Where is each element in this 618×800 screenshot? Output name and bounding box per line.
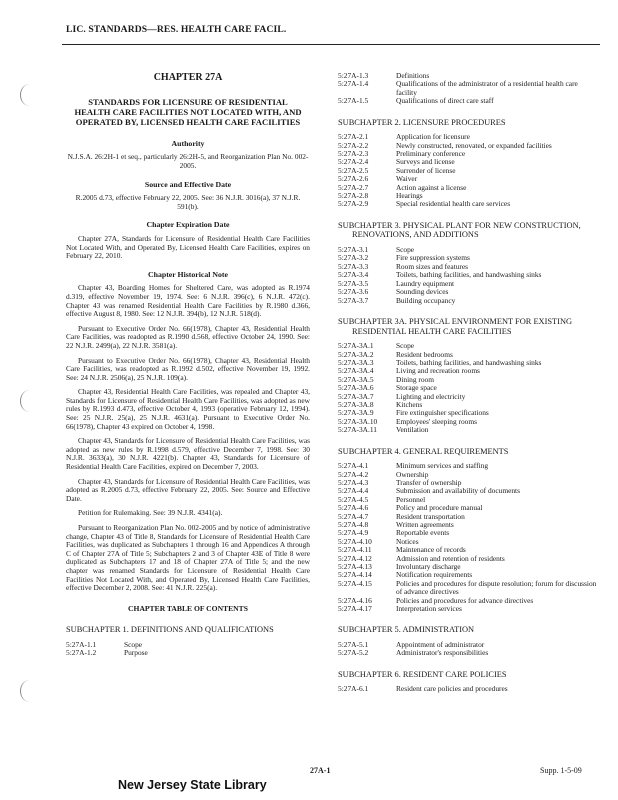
left-column — [66, 66, 310, 658]
source-text: R.2005 d.73, effective February 22, 2005. See: 36 N.J.R. 3016(a), 37 N.J.R. 591(b). — [75, 193, 301, 211]
section-number: 5:27A-2.6 — [338, 174, 369, 184]
section-title: Resident care policies and procedures — [396, 684, 508, 694]
section-number: 5:27A-2.8 — [338, 191, 369, 201]
subchapter-heading: SUBCHAPTER 6. RESIDENT CARE POLICIES — [338, 669, 507, 679]
toc-entry — [338, 504, 600, 512]
section-number: 5:27A-3A.9 — [338, 408, 374, 418]
section-title: Admission and retention of residents — [396, 553, 505, 563]
section-number: 5:27A-3A.4 — [338, 366, 374, 376]
toc-table — [338, 72, 600, 106]
section-title: Involuntary discharge — [396, 562, 461, 572]
section-number: 5:27A-4.9 — [338, 528, 369, 538]
history-paragraph: Chapter 43, Boarding Homes for Sheltered Care, was adopted as R.1974 d.319, effective November 19, 1974. See: 6 N.J.R. 396(c), 6 N.J.R. 472(c). Chapter 43 was renamed Residential Health Care Facilities by R.1980 d.366, effective August 8, 1980. See: 12 N.J.R. 394(b), 12 N.J.R. 518(d). — [66, 283, 310, 319]
section-number: 5:27A-3A.3 — [338, 357, 374, 367]
section-title: Ownership — [396, 469, 429, 479]
toc-entry — [338, 80, 600, 97]
section-number: 5:27A-2.1 — [338, 132, 369, 142]
section-title: Toilets, bathing facilities, and handwashing sinks — [396, 270, 542, 280]
section-title: Laundry equipment — [396, 278, 455, 288]
section-title: Storage space — [396, 383, 437, 393]
source-heading: Source and Effective Date — [144, 179, 232, 189]
subchapter-heading: SUBCHAPTER 1. DEFINITIONS AND QUALIFICATIONS — [66, 625, 274, 635]
toc-entry — [338, 487, 600, 495]
section-number: 5:27A-3.3 — [338, 261, 369, 271]
section-title: Preliminary conference — [396, 149, 466, 159]
section-title: Scope — [396, 341, 415, 351]
section-number: 5:27A-4.7 — [338, 511, 369, 521]
toc-entry — [338, 538, 600, 546]
section-title: Administrator's responsibilities — [396, 648, 489, 658]
section-number: 5:27A-6.1 — [338, 684, 369, 694]
subchapter-heading: SUBCHAPTER 3A. PHYSICAL ENVIRONMENT FOR EXISTING RESIDENTIAL HEALTH CARE FACILITIES — [338, 316, 573, 336]
section-number: 5:27A-3A.5 — [338, 374, 374, 384]
toc-entry — [66, 649, 148, 657]
section-title: Newly constructed, renovated, or expanded facilities — [396, 140, 552, 150]
section-number: 5:27A-3A.1 — [338, 341, 374, 351]
section-title: Dining room — [396, 374, 434, 384]
section-title: Employees' sleeping rooms — [396, 416, 477, 426]
section-title: Personnel — [396, 494, 426, 504]
toc-entry — [338, 597, 600, 605]
section-number: 5:27A-3A.7 — [338, 391, 374, 401]
authority-text: N.J.S.A. 26:2H-1 et seq., particularly 26:2H-5, and Reorganization Plan No. 002-2005. — [67, 152, 309, 170]
section-title: Reportable events — [396, 528, 450, 538]
chapter-title: STANDARDS FOR LICENSURE OF RESIDENTIAL HEALTH CARE FACILITIES NOT LOCATED WITH, AND OPERATED BY, LICENSED HEALTH CARE FACILITIES — [74, 96, 302, 128]
section-number: 5:27A-1.5 — [338, 96, 369, 106]
toc-table — [338, 462, 600, 613]
section-title: Appointment of administrator — [396, 640, 485, 650]
section-title: Maintenance of records — [396, 545, 466, 555]
section-number: 5:27A-3A.11 — [338, 425, 377, 435]
section-title: Special residential health care services — [396, 199, 511, 209]
section-title: Purpose — [124, 648, 148, 658]
section-title: Waiver — [396, 174, 418, 184]
page-number: 27A-1 — [310, 766, 331, 775]
section-title: Fire extinguisher specifications — [396, 408, 489, 418]
section-number: 5:27A-4.17 — [338, 604, 372, 614]
history-paragraph: Petition for Rulemaking. See: 39 N.J.R. 4341(a). — [78, 508, 223, 518]
section-number: 5:27A-2.7 — [338, 182, 369, 192]
section-number: 5:27A-1.2 — [66, 648, 97, 658]
expiration-text: Chapter 27A, Standards for Licensure of Residential Health Care Facilities Not Located With, and Operated By, Licensed Health Care Facilities, expires on February 22, 2010. — [66, 233, 310, 261]
library-stamp: New Jersey State Library — [118, 778, 267, 792]
section-number: 5:27A-4.12 — [338, 553, 372, 563]
section-title: Interpretation services — [396, 604, 462, 614]
section-title: Surveys and license — [396, 157, 455, 167]
toc-entry — [338, 97, 600, 105]
section-title: Policy and procedure manual — [396, 503, 483, 513]
section-title: Definitions — [396, 71, 430, 80]
toc-entry — [338, 184, 552, 192]
section-title: Surrender of license — [396, 165, 456, 175]
toc-heading: CHAPTER TABLE OF CONTENTS — [128, 603, 248, 613]
section-title: Qualifications of the administrator of a residential health care facility — [396, 79, 578, 97]
section-number: 5:27A-3.2 — [338, 253, 369, 263]
section-title: Written agreements — [396, 520, 454, 529]
section-title: Lighting and electricity — [396, 391, 466, 401]
section-title: Application for licensure — [396, 132, 470, 142]
section-number: 5:27A-1.3 — [338, 71, 369, 80]
toc-entry — [338, 426, 541, 434]
toc-table — [338, 246, 541, 305]
section-number: 5:27A-4.5 — [338, 494, 369, 504]
toc-table — [338, 133, 552, 209]
section-number: 5:27A-3A.8 — [338, 399, 374, 409]
authority-heading: Authority — [171, 138, 205, 148]
section-number: 5:27A-3.4 — [338, 270, 369, 280]
history-paragraph: Chapter 43, Residential Health Care Facilities, was repealed and Chapter 43, Standards for Licensure of Residential Health Care Facilities, was adopted as new rules by R.1993 d.473, effective October 4, 1993 (operative February 12, 1994). See: 25 N.J.R. 25(a), 25 N.J.R. 4631(a). Pursuant to Executive Order No. 66(1978), Chapter 43 expired on October 4, 1998. — [66, 387, 310, 431]
toc-entry — [338, 297, 541, 305]
history-heading: Chapter Historical Note — [148, 269, 228, 279]
running-header: LIC. STANDARDS—RES. HEALTH CARE FACIL. — [66, 24, 287, 35]
section-title: Scope — [124, 639, 143, 649]
subchapter-heading: SUBCHAPTER 5. ADMINISTRATION — [338, 625, 475, 635]
section-title: Toilets, bathing facilities, and handwashing sinks — [396, 357, 542, 367]
history-paragraph: Pursuant to Reorganization Plan No. 002-2005 and by notice of administrative change, Chapter 43 of Title 8, Standards for Licensure of Residential Health Care Facilities, was duplicated as Subchapters 1 through 16 and Appendices A through C of Chapter 27A of Title 5; Subchapters 2 and 3 of Chapter 43E of Title 8 were duplicated as Subchapters 17 and 18 of Chapter 27A of Title 5; and the new chapter was renamed Standards for Licensure of Residential Health Care Facilities Not Located With, and Operated By, Licensed Health Care Facilities, effective December 2, 2008. See: 41 N.J.R. 225(a). — [66, 523, 311, 593]
toc-table — [66, 641, 148, 658]
right-column — [338, 72, 600, 694]
section-title: Sounding devices — [396, 287, 449, 297]
section-number: 5:27A-4.14 — [338, 570, 372, 580]
history-paragraph: Pursuant to Executive Order No. 66(1978), Chapter 43, Residential Health Care Facilities, was readopted as R.1992 d.502, effective November 19, 1992. See: 24 N.J.R. 2506(a), 25 N.J.R. 109(a). — [66, 355, 310, 382]
chapter-label: CHAPTER 27A — [153, 72, 223, 83]
section-title: Resident bedrooms — [396, 349, 453, 359]
section-number: 5:27A-3.1 — [338, 245, 369, 255]
section-title: Action against a license — [396, 182, 467, 192]
section-title: Room sizes and features — [396, 261, 469, 271]
section-number: 5:27A-2.3 — [338, 149, 369, 159]
subchapter-heading: SUBCHAPTER 4. GENERAL REQUIREMENTS — [338, 446, 509, 456]
section-number: 5:27A-4.8 — [338, 520, 369, 529]
section-number: 5:27A-4.4 — [338, 486, 369, 496]
section-number: 5:27A-2.2 — [338, 140, 369, 150]
section-title: Fire suppression systems — [396, 253, 470, 263]
section-title: Kitchens — [396, 399, 423, 409]
toc-entry — [338, 555, 600, 563]
section-number: 5:27A-3A.10 — [338, 416, 378, 426]
toc-entry — [338, 605, 600, 613]
section-number: 5:27A-4.16 — [338, 595, 372, 605]
section-title: Submission and availability of documents — [396, 486, 520, 496]
section-title: Resident transportation — [396, 511, 465, 521]
section-number: 5:27A-4.11 — [338, 545, 372, 555]
toc-table — [338, 685, 508, 693]
subchapter-heading: SUBCHAPTER 2. LICENSURE PROCEDURES — [338, 117, 506, 127]
punch-hole-mark — [20, 390, 39, 412]
supplement-date: Supp. 1-5-09 — [540, 766, 582, 775]
section-number: 5:27A-1.4 — [338, 79, 369, 89]
history-paragraph: Chapter 43, Standards for Licensure of Residential Health Care Facilities, was adopted as new rules by R.1998 d.579, effective December 7, 1998. See: 30 N.J.R. 3633(a), 30 N.J.R. 4221(b). Chapter 43, Standards for Licensure of Residential Health Care Facilities, expired on December 7, 2003. — [66, 436, 310, 472]
header-rule — [62, 44, 600, 45]
section-number: 5:27A-2.4 — [338, 157, 369, 167]
section-number: 5:27A-1.1 — [66, 639, 97, 649]
section-number: 5:27A-4.1 — [338, 461, 369, 471]
section-number: 5:27A-2.9 — [338, 199, 369, 209]
section-number: 5:27A-3A.6 — [338, 383, 374, 393]
toc-entry — [338, 471, 600, 479]
toc-entry — [338, 167, 552, 175]
section-number: 5:27A-4.13 — [338, 562, 372, 572]
section-title: Ventilation — [396, 425, 429, 435]
punch-hole-mark — [20, 84, 39, 106]
section-title: Scope — [396, 245, 415, 255]
toc-entry — [338, 685, 508, 693]
toc-entry — [338, 649, 488, 657]
section-number: 5:27A-5.2 — [338, 648, 369, 658]
section-number: 5:27A-5.1 — [338, 640, 369, 650]
section-number: 5:27A-2.5 — [338, 165, 369, 175]
section-title: Notification requirements — [396, 570, 473, 580]
section-number: 5:27A-3.7 — [338, 295, 369, 305]
subchapter-heading: SUBCHAPTER 3. PHYSICAL PLANT FOR NEW CONSTRUCTION, RENOVATIONS, AND ADDITIONS — [338, 220, 581, 240]
toc-entry — [338, 513, 600, 521]
section-number: 5:27A-3A.2 — [338, 349, 374, 359]
history-paragraph: Pursuant to Executive Order No. 66(1978), Chapter 43, Residential Health Care Facilities, was readopted as R.1990 d.568, effective October 24, 1990. See: 22 N.J.R. 2499(a), 22 N.J.R. 3581(a). — [66, 323, 310, 350]
toc-table — [338, 342, 541, 434]
section-title: Minimum services and staffing — [396, 461, 489, 471]
toc-entry — [338, 529, 600, 537]
section-title: Policies and procedures for dispute resolution; forum for discussion of advance directives — [396, 578, 597, 597]
punch-hole-mark — [20, 680, 39, 702]
toc-entry — [338, 580, 600, 597]
section-title: Notices — [396, 536, 419, 546]
toc-table — [338, 641, 488, 658]
history-paragraph: Chapter 43, Standards for Licensure of Residential Health Care Facilities, was adopted as R.2005 d.73, effective February 22, 2005. See: Source and Effective Date. — [66, 476, 310, 503]
toc-entry — [338, 200, 552, 208]
section-title: Policies and procedures for advance directives — [396, 595, 534, 605]
toc-entry — [338, 521, 600, 529]
section-title: Building occupancy — [396, 295, 456, 305]
toc-entry — [338, 462, 600, 470]
section-title: Transfer of ownership — [396, 477, 462, 487]
section-title: Living and recreation rooms — [396, 366, 480, 376]
section-number: 5:27A-4.15 — [338, 578, 372, 588]
expiration-heading: Chapter Expiration Date — [146, 220, 230, 230]
section-number: 5:27A-3.6 — [338, 287, 369, 297]
section-title: Qualifications of direct care staff — [396, 96, 494, 106]
section-number: 5:27A-4.6 — [338, 503, 369, 513]
section-number: 5:27A-4.10 — [338, 536, 372, 546]
section-number: 5:27A-4.2 — [338, 469, 369, 479]
section-number: 5:27A-3.5 — [338, 278, 369, 288]
section-number: 5:27A-4.3 — [338, 477, 369, 487]
section-title: Hearings — [396, 191, 423, 201]
